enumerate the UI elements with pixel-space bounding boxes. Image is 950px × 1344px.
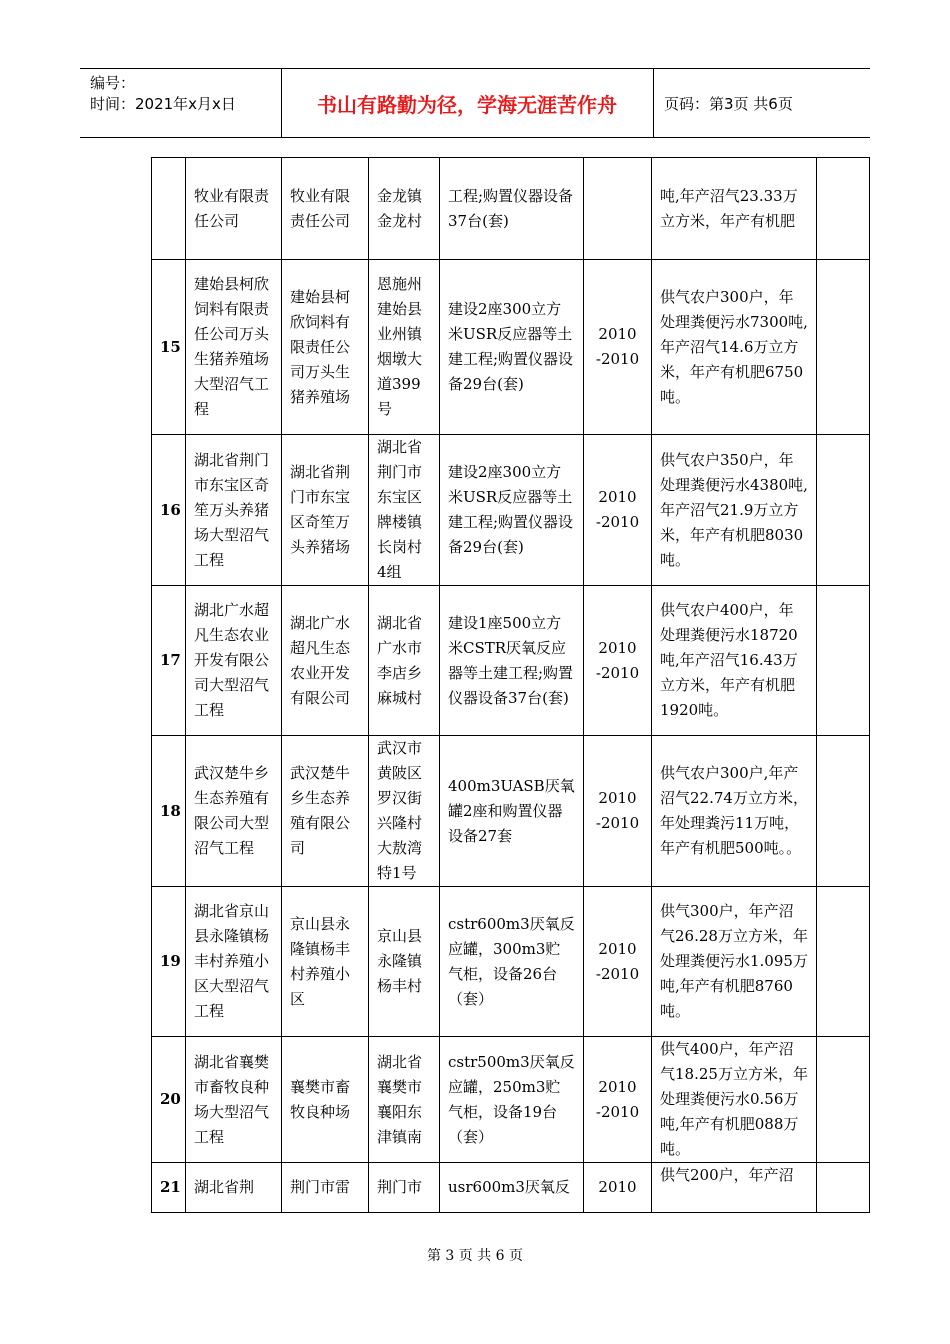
benefit-cell: 供气农户400户，年处理粪便污水18720吨,年产沼气16.43万立方米，年产有机肥1920吨。 <box>652 586 817 736</box>
page-header <box>80 68 870 138</box>
location-cell: 京山县永隆镇杨丰村 <box>369 887 440 1037</box>
period-start: 2010 <box>598 1178 637 1196</box>
content-cell: 400m3UASB厌氧罐2座和购置仪器设备27套 <box>440 736 584 887</box>
period-cell <box>584 736 652 887</box>
content-cell: 工程;购置仪器设备37台(套) <box>440 158 584 260</box>
header-page-label: 页码：第3页 共6页 <box>664 94 793 113</box>
period-cell <box>584 260 652 435</box>
location-cell: 荆门市 <box>369 1163 440 1213</box>
num-cell: 19 <box>152 887 186 1037</box>
remark-cell <box>817 736 870 887</box>
table-row <box>152 586 870 736</box>
num-cell: 15 <box>152 260 186 435</box>
num-cell: 21 <box>152 1163 186 1213</box>
benefit-cell: 吨,年产沼气23.33万立方米，年产有机肥 <box>652 158 817 260</box>
num-cell: 20 <box>152 1037 186 1163</box>
benefit-cell: 供气400户，年产沼气18.25万立方米，年处理粪便污水0.56万吨,年产有机肥088万吨。 <box>652 1037 817 1163</box>
header-meta <box>90 73 236 115</box>
table-row <box>152 736 870 887</box>
benefit-cell: 供气农户300户，年处理粪便污水7300吨,年产沼气14.6万立方米，年产有机肥6750吨。 <box>652 260 817 435</box>
page-footer: 第 3 页 共 6 页 <box>426 1248 524 1264</box>
period-end: -2010 <box>595 350 640 368</box>
content-cell: 建设2座300立方米USR反应器等土建工程;购置仪器设备29台(套) <box>440 435 584 586</box>
table-row <box>152 887 870 1037</box>
owner-cell: 襄樊市畜牧良种场 <box>282 1037 369 1163</box>
location-cell: 湖北省襄樊市襄阳东津镇南 <box>369 1037 440 1163</box>
name-cell: 湖北省荆 <box>186 1163 282 1213</box>
period-cell <box>584 887 652 1037</box>
num-cell: 18 <box>152 736 186 887</box>
location-cell: 湖北省广水市李店乡麻城村 <box>369 586 440 736</box>
table-row <box>152 1163 870 1213</box>
name-cell: 牧业有限责任公司 <box>186 158 282 260</box>
period-cell <box>584 435 652 586</box>
time-label: 时间：2021年x月x日 <box>90 95 236 113</box>
table-row <box>152 260 870 435</box>
table-row <box>152 435 870 586</box>
period-start: 2010 <box>598 325 637 343</box>
name-cell: 湖北省京山县永隆镇杨丰村养殖小区大型沼气工程 <box>186 887 282 1037</box>
remark-cell <box>817 1037 870 1163</box>
num-cell <box>152 158 186 260</box>
owner-cell: 武汉楚牛乡生态养殖有限公司 <box>282 736 369 887</box>
location-cell: 金龙镇金龙村 <box>369 158 440 260</box>
remark-cell <box>817 887 870 1037</box>
period-end: -2010 <box>595 513 640 531</box>
owner-cell: 荆门市雷 <box>282 1163 369 1213</box>
period-end: -2010 <box>595 1102 640 1121</box>
table-row-continuation <box>152 158 870 260</box>
name-cell: 湖北省襄樊市畜牧良种场大型沼气工程 <box>186 1037 282 1163</box>
num-cell: 17 <box>152 586 186 736</box>
location-cell: 武汉市黄陂区罗汉街兴隆村大敖湾特1号 <box>369 736 440 887</box>
benefit-cell: 供气200户，年产沼 <box>652 1163 817 1213</box>
period-end: -2010 <box>595 964 640 983</box>
name-cell: 武汉楚牛乡生态养殖有限公司大型沼气工程 <box>186 736 282 887</box>
content-cell: 建设2座300立方米USR反应器等土建工程;购置仪器设备29台(套) <box>440 260 584 435</box>
num-cell: 16 <box>152 435 186 586</box>
content-cell: usr600m3厌氧反 <box>440 1163 584 1213</box>
remark-cell <box>817 260 870 435</box>
period-cell <box>584 158 652 260</box>
owner-cell: 湖北广水超凡生态农业开发有限公司 <box>282 586 369 736</box>
period-cell <box>584 1163 652 1213</box>
number-label: 编号： <box>90 74 136 92</box>
period-end: -2010 <box>595 663 640 682</box>
header-motto: 书山有路勤为径，学海无涯苦作舟 <box>317 92 617 117</box>
owner-cell: 湖北省荆门市东宝区奇笙万头养猪场 <box>282 435 369 586</box>
table-row <box>152 1037 870 1163</box>
name-cell: 湖北广水超凡生态农业开发有限公司大型沼气工程 <box>186 586 282 736</box>
content-cell: cstr500m3厌氧反应罐，250m3贮气柜，设备19台（套） <box>440 1037 584 1163</box>
remark-cell <box>817 435 870 586</box>
name-cell: 湖北省荆门市东宝区奇笙万头养猪场大型沼气工程 <box>186 435 282 586</box>
content-cell: cstr600m3厌氧反应罐，300m3贮气柜，设备26台（套） <box>440 887 584 1037</box>
owner-cell: 牧业有限责任公司 <box>282 158 369 260</box>
period-start: 2010 <box>598 638 637 657</box>
benefit-cell: 供气300户，年产沼气26.28万立方米，年处理粪便污水1.095万吨,年产有机肥8760吨。 <box>652 887 817 1037</box>
project-table <box>151 157 870 1213</box>
period-end: -2010 <box>595 814 640 832</box>
benefit-cell: 供气农户350户，年处理粪便污水4380吨,年产沼气21.9万立方米，年产有机肥8030吨。 <box>652 435 817 586</box>
remark-cell <box>817 586 870 736</box>
owner-cell: 京山县永隆镇杨丰村养殖小区 <box>282 887 369 1037</box>
benefit-cell: 供气农户300户,年产沼气22.74万立方米，年处理粪污11万吨，年产有机肥500吨。。 <box>652 736 817 887</box>
content-cell: 建设1座500立方米CSTR厌氧反应器等土建工程;购置仪器设备37台(套) <box>440 586 584 736</box>
period-start: 2010 <box>598 1077 637 1096</box>
owner-cell: 建始县柯欣饲料有限责任公司万头生猪养殖场 <box>282 260 369 435</box>
remark-cell <box>817 1163 870 1213</box>
name-cell: 建始县柯欣饲料有限责任公司万头生猪养殖场大型沼气工程 <box>186 260 282 435</box>
period-cell <box>584 1037 652 1163</box>
header-divider <box>653 69 654 137</box>
location-cell: 恩施州建始县业州镇烟墩大道399号 <box>369 260 440 435</box>
period-start: 2010 <box>598 789 637 807</box>
remark-cell <box>817 158 870 260</box>
period-start: 2010 <box>598 488 637 506</box>
period-cell <box>584 586 652 736</box>
period-start: 2010 <box>598 939 637 958</box>
location-cell: 湖北省荆门市东宝区牌楼镇长岗村4组 <box>369 435 440 586</box>
